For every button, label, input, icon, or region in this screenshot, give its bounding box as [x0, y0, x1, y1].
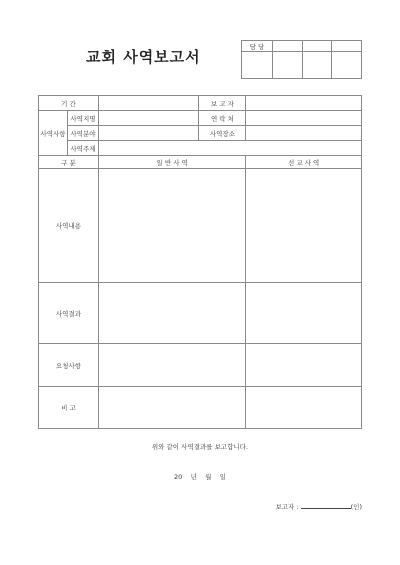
- ministry-theme-value: [98, 141, 361, 156]
- request-label: 요청사항: [39, 344, 99, 387]
- column-header-row: [39, 156, 362, 169]
- remarks-label: 비 고: [39, 387, 99, 429]
- remarks-mission-cell: [246, 387, 362, 429]
- reporter-prefix: 보고자 :: [275, 503, 299, 511]
- approval-cell: [273, 41, 303, 52]
- result-mission-cell: [246, 283, 362, 344]
- ministry-place-label: 사역장소: [199, 126, 246, 141]
- report-date: 20 년 월 일: [174, 473, 226, 481]
- period-row: [39, 96, 362, 111]
- ministry-field-value: [98, 126, 199, 141]
- report-statement: 위와 같이 사역결과를 보고합니다.: [151, 443, 249, 451]
- approval-label: 담 당: [242, 41, 273, 52]
- ministry-field-row: [39, 126, 362, 141]
- report-table: [38, 95, 362, 429]
- general-ministry-header: 일 반 사 역: [98, 156, 245, 169]
- ministry-field-label: 사역분야: [67, 126, 98, 141]
- approval-box: [241, 40, 362, 79]
- approval-sign-cell: [302, 52, 332, 79]
- signature-underline: [301, 502, 351, 509]
- reporter-label: 보 고 자: [199, 96, 246, 111]
- period-value: [98, 96, 199, 111]
- approval-cell: [332, 41, 362, 52]
- approval-sign-cell: [332, 52, 362, 79]
- request-general-cell: [98, 344, 245, 387]
- ministry-theme-row: [39, 141, 362, 156]
- remarks-row: [39, 387, 362, 429]
- ministry-place-value: [246, 126, 362, 141]
- content-mission-cell: [246, 169, 362, 283]
- ministry-name-value: [98, 111, 199, 126]
- mission-ministry-header: 선 교 사 역: [246, 156, 362, 169]
- result-row: [39, 283, 362, 344]
- remarks-general-cell: [98, 387, 245, 429]
- result-label: 사역결과: [39, 283, 99, 344]
- approval-sign-cell: [242, 52, 273, 79]
- ministry-name-row: [39, 111, 362, 126]
- reporter-value: [246, 96, 362, 111]
- contact-label: 연 락 처: [199, 111, 246, 126]
- ministry-matters-label: 사역사항: [39, 111, 68, 156]
- approval-sign-cell: [273, 52, 303, 79]
- reporter-signature-line: [275, 502, 362, 511]
- result-general-cell: [98, 283, 245, 344]
- content-row: [39, 169, 362, 283]
- content-general-cell: [98, 169, 245, 283]
- ministry-name-label: 사역지명: [67, 111, 98, 126]
- content-label: 사역내용: [39, 169, 99, 283]
- seal-mark: (인): [350, 503, 362, 511]
- request-mission-cell: [246, 344, 362, 387]
- ministry-theme-label: 사역주제: [67, 141, 98, 156]
- request-row: [39, 344, 362, 387]
- document-title: 교회 사역보고서: [86, 48, 201, 66]
- period-label: 기 간: [39, 96, 99, 111]
- contact-value: [246, 111, 362, 126]
- category-header: 구 분: [39, 156, 99, 169]
- approval-cell: [302, 41, 332, 52]
